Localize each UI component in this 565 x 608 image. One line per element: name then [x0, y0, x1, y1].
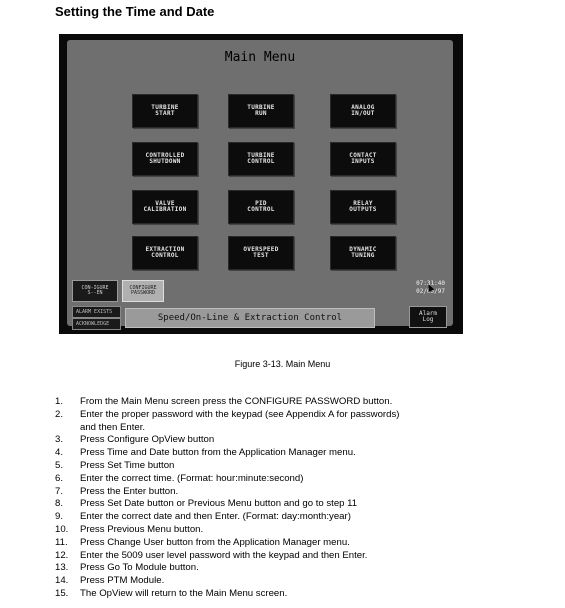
mode-banner: Speed/On-Line & Extraction Control — [125, 308, 375, 328]
step-item — [55, 588, 399, 601]
step-text: Press Set Time button — [80, 459, 175, 471]
step-number: 13. — [55, 562, 69, 574]
step-item — [55, 524, 399, 537]
step-number: 15. — [55, 587, 69, 599]
step-text: The OpView will return to the Main Menu screen. — [80, 587, 288, 599]
valve-calibration-button[interactable]: VALVE CALIBRATION — [132, 190, 198, 224]
step-item — [55, 434, 399, 447]
step-text: Press Go To Module button. — [80, 562, 199, 574]
step-item — [55, 575, 399, 588]
turbine-control-button[interactable]: TURBINE CONTROL — [228, 142, 294, 176]
step-number: 4. — [55, 447, 64, 459]
step-item — [55, 460, 399, 473]
step-text: Enter the 5009 user level password with the keypad and then Enter. — [80, 549, 368, 561]
step-number: 10. — [55, 523, 69, 535]
step-number: 7. — [55, 485, 64, 497]
pid-control-button[interactable]: PID CONTROL — [228, 190, 294, 224]
step-number: 6. — [55, 472, 64, 484]
analog-in-out-button[interactable]: ANALOG IN/OUT — [330, 94, 396, 128]
step-text: Press Change User button from the Application Manager menu. — [80, 536, 350, 548]
step-item — [55, 447, 399, 460]
step-text: Press Configure OpView button — [80, 434, 215, 446]
step-text: Press Set Date button or Previous Menu button and go to step 11 — [80, 498, 358, 510]
step-item — [55, 473, 399, 486]
step-item — [55, 422, 399, 435]
step-item — [55, 396, 399, 409]
step-number: 9. — [55, 511, 64, 523]
instruction-list — [55, 396, 399, 601]
contact-inputs-button[interactable]: CONTACT INPUTS — [330, 142, 396, 176]
step-number: 12. — [55, 549, 69, 561]
controlled-shutdown-button[interactable]: CONTROLLED SHUTDOWN — [132, 142, 198, 176]
step-text: Press PTM Module. — [80, 575, 165, 587]
step-text: Enter the correct date and then Enter. (Format: day:month:year) — [80, 511, 351, 523]
step-text: and then Enter. — [80, 421, 146, 433]
step-item — [55, 537, 399, 550]
screen-title: Main Menu — [224, 50, 296, 65]
turbine-start-button[interactable]: TURBINE START — [132, 94, 198, 128]
step-number: 5. — [55, 459, 64, 471]
step-number: 3. — [55, 434, 64, 446]
crt-display — [67, 40, 453, 326]
step-item — [55, 409, 399, 422]
step-number: 11. — [55, 536, 68, 548]
step-item — [55, 550, 399, 563]
step-text: From the Main Menu screen press the CONFIGURE PASSWORD button. — [80, 396, 393, 407]
step-text: Press the Enter button. — [80, 485, 179, 497]
opview-screen-photo — [59, 34, 463, 334]
alarm-exists-indicator: ALARM EXISTS — [72, 306, 121, 318]
time-value: 07:31:40 — [416, 280, 445, 287]
relay-outputs-button[interactable]: RELAY OUTPUTS — [330, 190, 396, 224]
acknowledge-button[interactable]: ACKNOWLEDGE — [72, 318, 121, 330]
step-item — [55, 498, 399, 511]
step-number: 8. — [55, 498, 64, 510]
dynamic-tuning-button[interactable]: DYNAMIC TUNING — [330, 236, 396, 270]
figure-caption: Figure 3-13. Main Menu — [234, 359, 331, 369]
configure-password-button[interactable]: CONFIGURE PASSWORD — [122, 280, 164, 302]
step-text: Enter the correct time. (Format: hour:minute:second) — [80, 472, 304, 484]
step-number: 1. — [55, 396, 64, 407]
overspeed-test-button[interactable]: OVERSPEED TEST — [228, 236, 294, 270]
section-heading: Setting the Time and Date — [55, 4, 215, 19]
extraction-control-button[interactable]: EXTRACTION CONTROL — [132, 236, 198, 270]
step-item — [55, 511, 399, 524]
step-number: 14. — [55, 575, 69, 587]
date-value: 02/05/97 — [416, 288, 445, 295]
configure-screens-button[interactable]: CON-IGURE S--EN — [72, 280, 118, 302]
step-text: Enter the proper password with the keypad (see Appendix A for passwords) — [80, 408, 400, 420]
step-text: Press Time and Date button from the Application Manager menu. — [80, 447, 356, 459]
step-item — [55, 562, 399, 575]
step-item — [55, 486, 399, 499]
step-text: Press Previous Menu button. — [80, 523, 204, 535]
step-number: 2. — [55, 408, 64, 420]
turbine-run-button[interactable]: TURBINE RUN — [228, 94, 294, 128]
alarm-log-button[interactable]: Alarm Log — [409, 306, 447, 328]
